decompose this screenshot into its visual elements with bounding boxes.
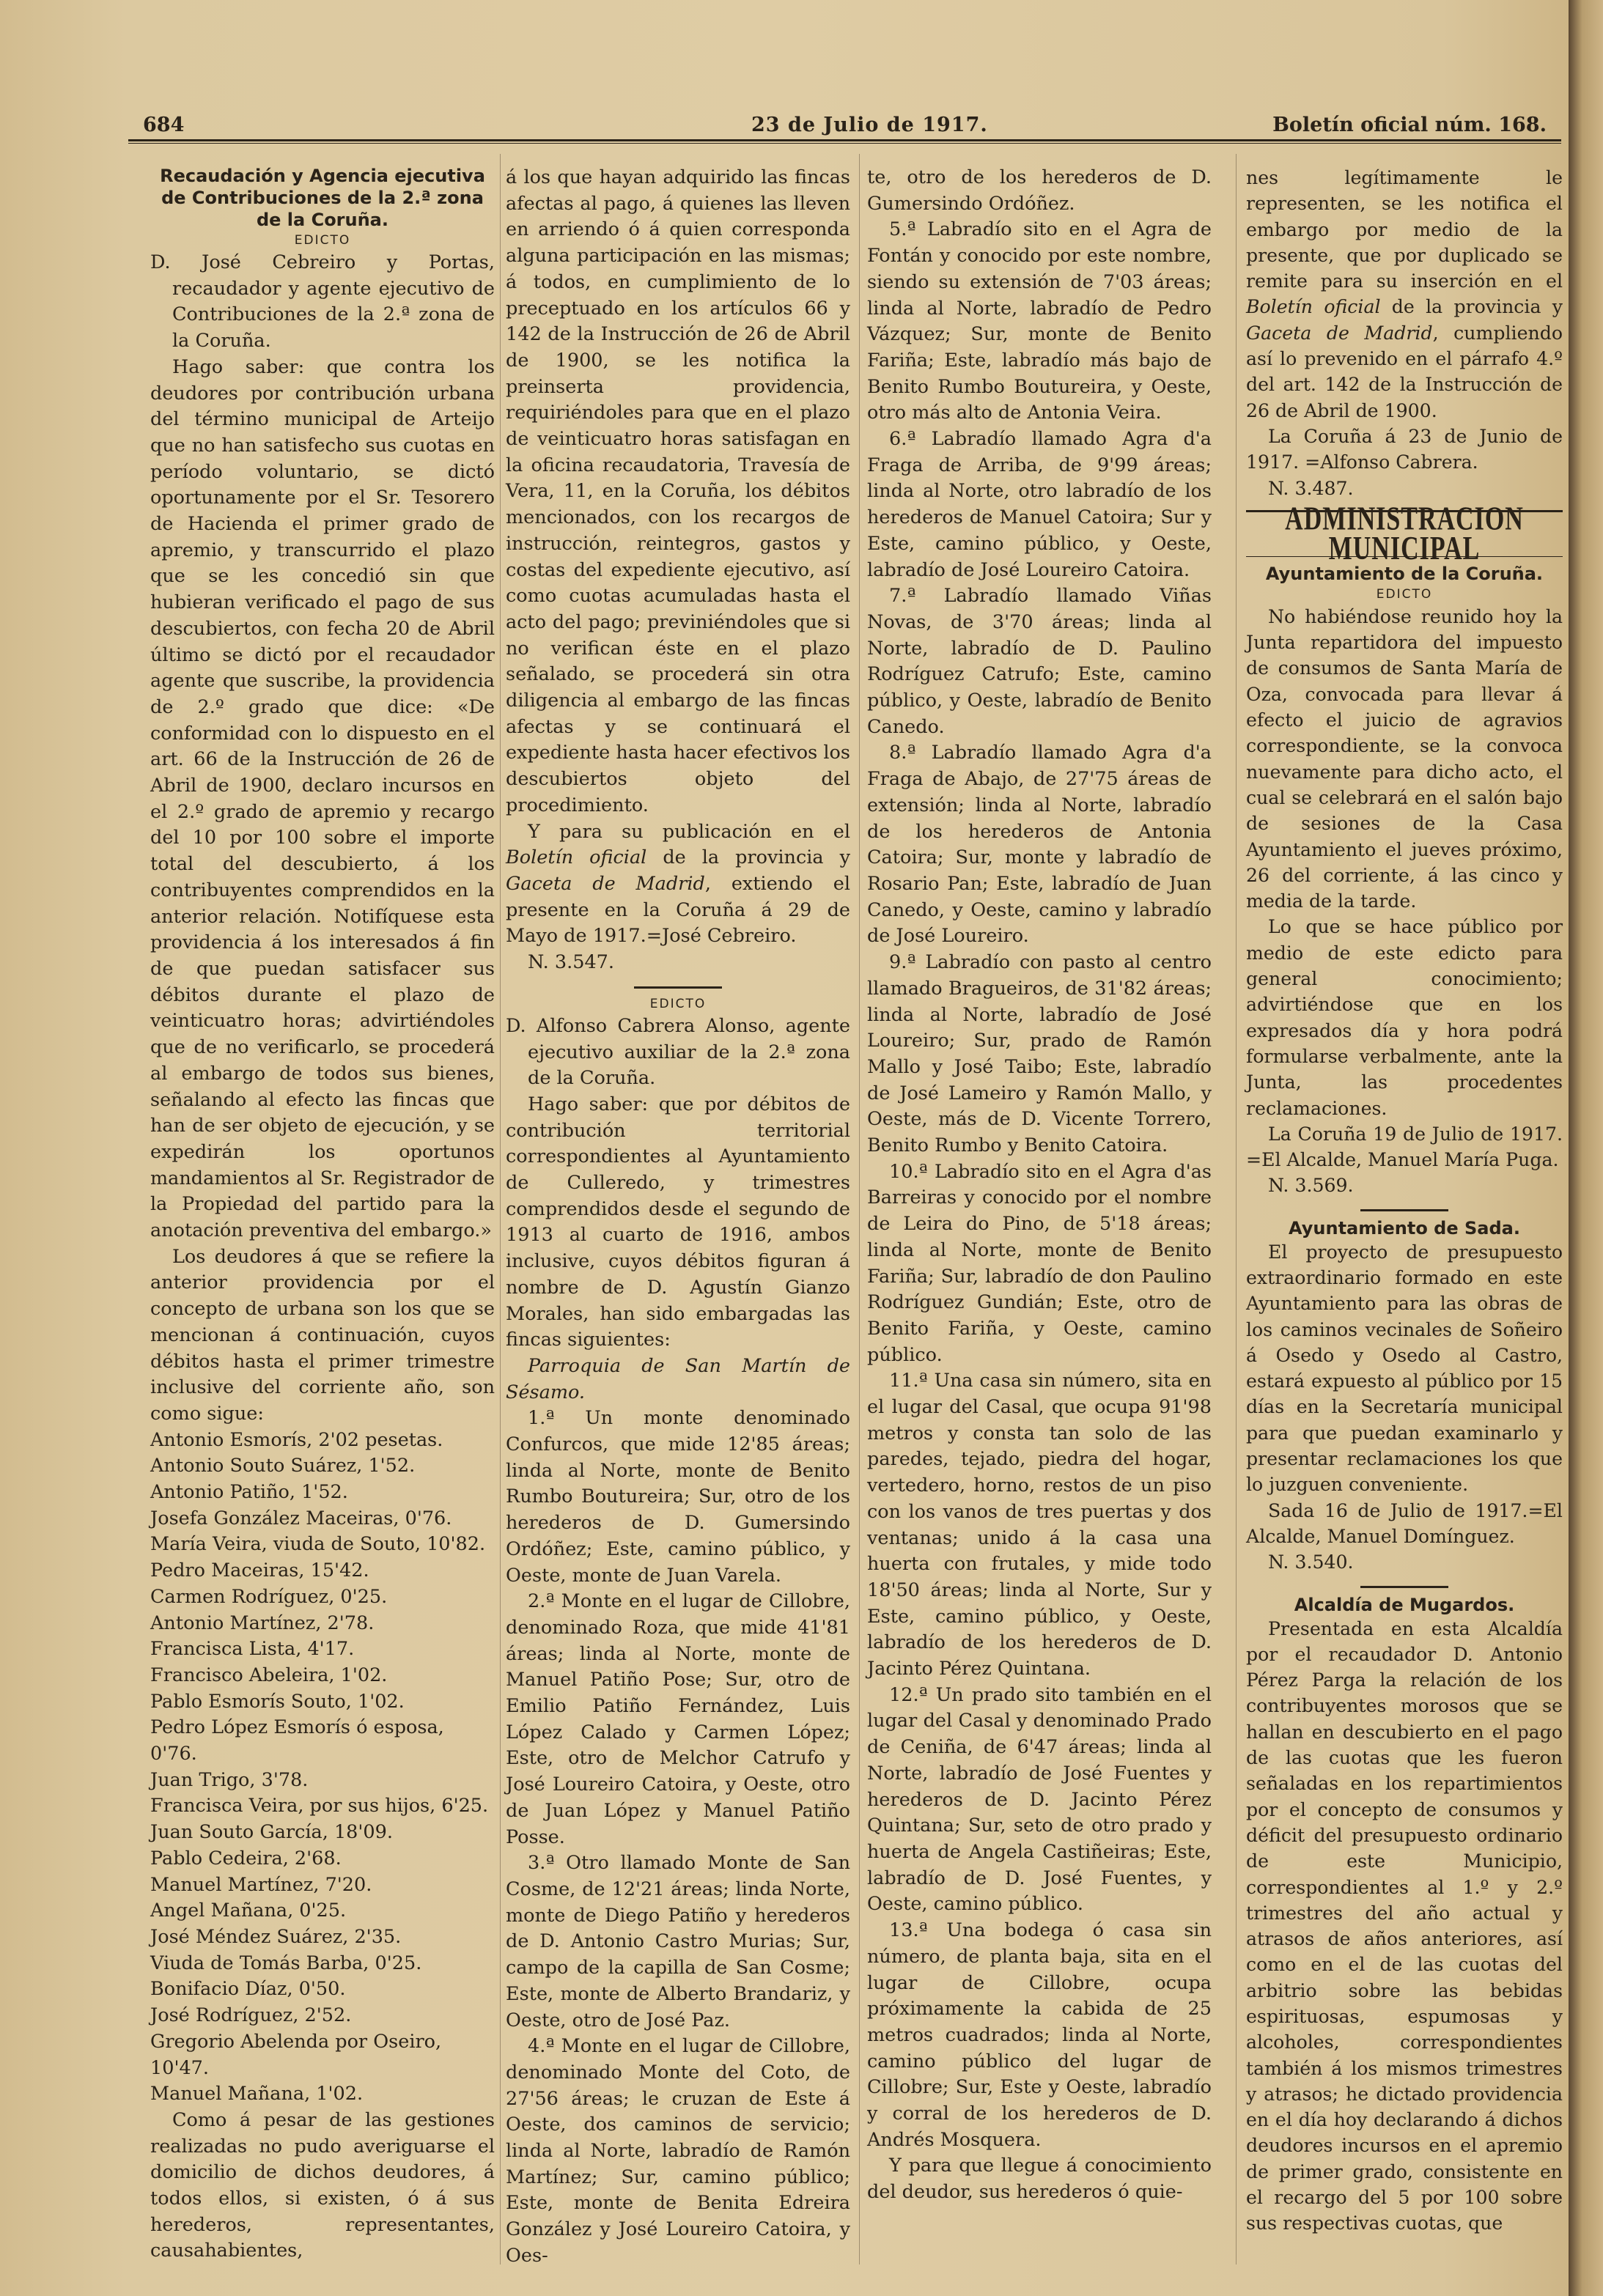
- list-item: Josefa González Maceiras, 0'76.: [150, 1507, 452, 1529]
- list-item: José Méndez Suárez, 2'35.: [150, 1926, 402, 1948]
- column-divider: [1236, 154, 1237, 2264]
- notice-paragraph: El proyecto de presupuesto extraordinario formado en este Ayuntamiento para las obras de los caminos vecinales de Soñeiro á Osedo y Osedo al Castro, estará expuesto al público por 15 días en la Secretaría municipal para que puedan examinarlo y presentar reclamaciones los que lo juzguen conveniente.: [1246, 1241, 1563, 1496]
- property-item: 10.ª Labradío sito en el Agra d'as Barreiras y conocido por el nombre de Leira do Pino, de 5'18 áreas; linda al Norte, monte de Benito Fariña; Sur, labradío de don Paulino Rodríguez Gundián; Este, otro de Benito Fariña, y Oeste, camino público.: [867, 1160, 1212, 1366]
- signature-line: La Coruña á 23 de Junio de 1917. =Alfonso Cabrera.: [1246, 425, 1563, 473]
- list-item: Francisca Lista, 4'17.: [150, 1638, 355, 1661]
- notice-number: N. 3.569.: [1268, 1175, 1354, 1197]
- edicto-label: EDICTO: [1376, 586, 1433, 602]
- list-item: Antonio Patiño, 1'52.: [150, 1481, 348, 1504]
- text-run-italic: Gaceta de Madrid: [506, 872, 705, 895]
- property-item: 1.ª Un monte denominado Confurcos, que mide 12'85 áreas; linda al Norte, monte de Benito Rumbo Boutureira; Sur, otro de los herederos de D. Gumersindo Ordóñez; Este, camino público, y Oeste, monte de Juan Varela.: [506, 1407, 850, 1587]
- notice-paragraph: No habiéndose reunido hoy la Junta repartidora del impuesto de consumos de Santa María de Oza, convocada para llevar á efecto el juicio de agravios correspondiente, se la convoca nuevamente para dicho acto, el cual se celebrará en el salón bajo de sesiones de la Casa Ayuntamiento el jueves próximo, 26 del corriente, á las cinco y media de la tarde.: [1246, 605, 1563, 912]
- text-run: de la provincia y: [646, 846, 850, 869]
- column-divider: [500, 154, 501, 2264]
- list-item: Bonifacio Díaz, 0'50.: [150, 1978, 346, 2001]
- list-item: Manuel Martínez, 7'20.: [150, 1873, 372, 1896]
- header-rule: [128, 139, 1561, 144]
- notice-paragraph: Lo que se hace público por medio de este edicto para general conocimiento; advirtiéndose que en los expresados día y hora podrá formularse verbalmente, ante la Junta, las procedentes reclamaciones.: [1246, 916, 1563, 1119]
- property-item: 6.ª Labradío llamado Agra d'a Fraga de Arriba, de 9'99 áreas; linda al Norte, otro labradío de los herederos de Manuel Catoira; Sur y Este, camino público, y Oeste, labradío de José Loureiro Catoira.: [867, 428, 1212, 581]
- list-item: Antonio Esmorís, 2'02 pesetas.: [150, 1428, 443, 1451]
- list-item: José Rodríguez, 2'52.: [150, 2004, 352, 2027]
- list-item: Gregorio Abelenda por Oseiro, 10'47.: [150, 2030, 442, 2079]
- notice-paragraph: Como á pesar de las gestiones realizadas no pudo averiguarse el domicilio de dichos deudores, á todos ellos, si existen, ó á sus herederos, representantes, causahabientes,: [150, 2108, 495, 2262]
- notice-title: Recaudación y Agencia ejecutiva de Contribuciones de la 2.ª zona de la Coruña.: [160, 166, 485, 230]
- property-item: 8.ª Labradío llamado Agra d'a Fraga de Abajo, de 27'75 áreas de extensión; linda al Norte, labradío de los herederos de Antonia Catoira; Sur, monte y labradío de Rosario Pan; Este, labradío de Juan Canedo, y Oeste, camino y labradío de José Loureiro.: [867, 742, 1212, 948]
- notice-number: N. 3.540.: [1268, 1551, 1354, 1573]
- notice-paragraph: Y para que llegue á conocimiento del deudor, sus herederos ó quie-: [867, 2155, 1212, 2204]
- list-item: Pedro Maceiras, 15'42.: [150, 1559, 369, 1582]
- column-divider: [859, 154, 860, 2264]
- notice-intro: D. José Cebreiro y Portas, recaudador y agente ejecutivo de Contribuciones de la 2.ª zona de la Coruña.: [150, 251, 495, 352]
- property-item: 9.ª Labradío con pasto al centro llamado Bragueiros, de 31'82 áreas; linda al Norte, labradío de José Loureiro; Sur, prado de Ramón Mallo y José Taibo; Este, labradío de José Lameiro y Ramón Mallo, y Oeste, más de D. Vicente Torrero, Benito Rumbo y Benito Catoira.: [867, 951, 1212, 1157]
- text-run: nes legítimamente le representen, se les notifica el embargo por medio de la presente, que por duplicado se remite para su inserción en el: [1246, 167, 1563, 292]
- parish-heading: Parroquia de San Martín de Sésamo.: [506, 1354, 850, 1403]
- publication-paragraph: [1246, 165, 1563, 424]
- separator-rule: [1360, 1586, 1448, 1588]
- property-item: 5.ª Labradío sito en el Agra de Fontán y conocido por este nombre, siendo su extensión de 7'03 áreas; linda al Norte, labradío de Pedro Vázquez; Sur, monte de Benito Fariña; Este, labradío más bajo de Benito Rumbo Boutureira, y Oeste, otro más alto de Antonia Veira.: [867, 218, 1212, 424]
- notice-paragraph: Los deudores á que se refiere la anterior providencia por el concepto de urbana son los que se mencionan á continuación, cuyos débitos hasta el primer trimestre inclusive del corriente año, son como sigue:: [150, 1245, 495, 1425]
- signature-line: Sada 16 de Julio de 1917.=El Alcalde, Manuel Domínguez.: [1246, 1499, 1563, 1547]
- list-item: Francisco Abeleira, 1'02.: [150, 1664, 388, 1686]
- list-item: María Veira, viuda de Souto, 10'82.: [150, 1533, 486, 1556]
- signature-line: La Coruña 19 de Julio de 1917. =El Alcalde, Manuel María Puga.: [1246, 1123, 1563, 1171]
- list-item: Juan Souto García, 18'09.: [150, 1821, 393, 1844]
- publication-paragraph: [506, 819, 850, 950]
- notice-number: N. 3.487.: [1268, 477, 1354, 499]
- municipality-heading: Ayuntamiento de la Coruña.: [1265, 563, 1544, 584]
- text-run-italic: Boletín oficial: [506, 846, 647, 869]
- list-item: Pedro López Esmorís ó esposa, 0'76.: [150, 1716, 444, 1765]
- text-run: , cumpliendo así lo prevenido en el párrafo 4.º del art. 142 de la Instrucción de 26 de Abril de 1900.: [1246, 322, 1563, 421]
- notice-number: N. 3.547.: [528, 951, 614, 974]
- list-item: Carmen Rodríguez, 0'25.: [150, 1585, 388, 1608]
- property-item: 11.ª Una casa sin número, sita en el lugar del Casal, que ocupa 91'98 metros y consta tan solo de las paredes, tejado, piedra del hogar, vertedero, horno, restos de un piso con los vanos de tres puertas y dos ventanas; unido á la casa una huerta con frutales, y mide todo 18'50 áreas; linda al Norte, Sur y Este, camino público, y Oeste, labradío de los herederos de D. Jacinto Pérez Quintana.: [867, 1370, 1212, 1680]
- notice-paragraph: á los que hayan adquirido las fincas afectas al pago, á quienes las lleven en arriendo ó á quien corresponda alguna participación en las mismas; á todos, en cumplimiento de lo preceptuado en los artículos 66 y 142 de la Instrucción de 26 de Abril de 1900, se les notifica la preinserta providencia, requiriéndoles para que en el plazo de veinticuatro horas satisfagan en la oficina recaudatoria, Travesía de Vera, 11, en la Coruña, los débitos mencionados, con los recargos de instrucción, reintegros, gastos y costas del expediente ejecutivo, así como cuotas acumuladas hasta el acto del pago; previniéndoles que si no verifican éste en el plazo señalado, se procederá sin otra diligencia al embargo de las fincas afectas y se continuará el expediente hasta hacer efectivos los descubiertos objeto del procedimiento.: [506, 166, 850, 816]
- municipality-heading: Ayuntamiento de Sada.: [1289, 1217, 1520, 1239]
- debtor-list: [150, 1428, 495, 2108]
- text-run: , extiendo el presente en la Coruña á 29 de Mayo de 1917.=José Cebreiro.: [506, 872, 850, 948]
- notice-paragraph: Presentada en esta Alcaldía por el recaudador D. Antonio Pérez Parga la relación de los contribuyentes morosos que se hallan en descubierto en el pago de las cuotas que les fueron señaladas en los repartimientos por el concepto de consumos y déficit del presupuesto ordinario de este Municipio, correspondientes al 1.º y 2.º trimestres del año actual y atrasos de años anteriores, así como en el de las cuotas del arbitrio sobre las bebidas espirituosas, espumosas y alcoholes, correspondientes también á los mismos trimestres y atrasos; he dictado providencia en el día hoy declarando á dichos deudores incursos en el apremio de primer grado, consistente en el recargo del 5 por 100 sobre sus respectivas cuotas, que: [1246, 1617, 1563, 2234]
- list-item: Manuel Mañana, 1'02.: [150, 2083, 364, 2105]
- property-item: 13.ª Una bodega ó casa sin número, de planta baja, sita en el lugar de Cillobre, ocupa próximamente la cabida de 25 metros cuadrados; linda al Norte, camino público del lugar de Cillobre; Sur, Este y Oeste, labradío y corral de los herederos de D. Andrés Mosquera.: [867, 1919, 1212, 2151]
- list-item: Antonio Souto Suárez, 1'52.: [150, 1455, 416, 1477]
- bulletin-title: Boletín oficial núm. 168.: [1272, 114, 1547, 136]
- text-run-italic: Gaceta de Madrid: [1246, 322, 1433, 344]
- notice-intro: D. Alfonso Cabrera Alonso, agente ejecutivo auxiliar de la 2.ª zona de la Coruña.: [506, 1014, 850, 1090]
- column-4: [1246, 165, 1563, 2237]
- section-heading: ADMINISTRACION MUNICIPAL: [1285, 500, 1524, 567]
- column-3: [867, 165, 1212, 2206]
- property-item: 3.ª Otro llamado Monte de San Cosme, de 12'21 áreas; linda Norte, monte de Diego Patiño y herederos de D. Antonio Castro Murias; Sur, campo de la capilla de San Cosme; Este, monte de Alberto Brandariz, y Oeste, otro de José Paz.: [506, 1852, 850, 2031]
- edicto-label: EDICTO: [649, 996, 707, 1011]
- separator-rule: [634, 986, 722, 989]
- issue-date: 23 de Julio de 1917.: [751, 114, 988, 136]
- property-item: 7.ª Labradío llamado Viñas Novas, de 3'70 áreas; linda al Norte, labradío de D. Paulino Rodríguez Catrufo; Este, camino público, y Oeste, labradío de Benito Canedo.: [867, 585, 1212, 738]
- separator-rule: [1360, 1209, 1448, 1211]
- property-item: 12.ª Un prado sito también en el lugar del Casal y denominado Prado de Ceniña, de 6'47 áreas; linda al Norte, labradío de José Fuentes y herederos de D. Jacinto Pérez Quintana; Sur, seto de otro prado y huerta de Angela Castiñeiras; Este, labradío de D. José Fuentes, y Oeste, camino público.: [867, 1683, 1212, 1916]
- column-2: [506, 165, 850, 2270]
- list-item: Angel Mañana, 0'25.: [150, 1900, 347, 1922]
- list-item: Pablo Esmorís Souto, 1'02.: [150, 1690, 405, 1713]
- municipality-heading: Alcaldía de Mugardos.: [1294, 1594, 1515, 1615]
- edicto-label: EDICTO: [294, 233, 351, 248]
- property-item: 2.ª Monte en el lugar de Cillobre, denominado Roza, que mide 41'81 áreas; linda al Norte, monte de Manuel Patiño Pose; Sur, otro de Emilio Patiño Fernández, Luis López Calado y Carmen López; Este, otro de Melchor Catrufo y José Loureiro Catoira, y Oeste, otro de Juan López y Manuel Patiño Posse.: [506, 1590, 850, 1848]
- property-item: te, otro de los herederos de D. Gumersindo Ordóñez.: [867, 166, 1212, 215]
- property-item: 4.ª Monte en el lugar de Cillobre, denominado Monte del Coto, de 27'56 áreas; le cruzan de Este á Oeste, dos caminos de servicio; linda al Norte, labradío de Ramón Martínez; Sur, camino público; Este, monte de Benita Edreira González y José Loureiro Catoira, y Oes-: [506, 2035, 850, 2267]
- list-item: Pablo Cedeira, 2'68.: [150, 1847, 342, 1869]
- page-number: 684: [143, 114, 185, 136]
- notice-paragraph: Hago saber: que por débitos de contribución territorial correspondientes al Ayuntamiento de Culleredo, y trimestres comprendidos desde el segundo de 1913 al cuarto de 1916, ambos inclusive, cuyos débitos figuran á nombre de D. Agustín Gianzo Morales, han sido embargadas las fincas siguientes:: [506, 1093, 850, 1351]
- text-run: Y para su publicación en el: [528, 820, 850, 843]
- list-item: Juan Trigo, 3'78.: [150, 1768, 309, 1791]
- list-item: Antonio Martínez, 2'78.: [150, 1612, 375, 1634]
- list-item: Francisca Veira, por sus hijos, 6'25.: [150, 1795, 489, 1817]
- text-run-italic: Boletín oficial: [1246, 296, 1381, 318]
- list-item: Viuda de Tomás Barba, 0'25.: [150, 1952, 422, 1974]
- text-run: de la provincia y: [1380, 296, 1563, 318]
- notice-paragraph: Hago saber: que contra los deudores por contribución urbana del término municipal de Arteijo que no han satisfecho sus cuotas en período voluntario, se dictó oportunamente por el Sr. Tesorero de Hacienda el primer grado de apremio, y transcurrido el plazo que se les concedió sin que hubieran verificado el pago de sus descubiertos, con fecha 20 de Abril último se dictó por el recaudador agente que suscribe, la providencia de 2.º grado que dice: «De conformidad con lo dispuesto en el art. 66 de la Instrucción de 26 de Abril de 1900, declaro incursos en el 2.º grado de apremio y recargo del 10 por 100 sobre el importe total del descubierto, á los contribuyentes comprendidos en la anterior relación. Notifíquese esta providencia á los interesados á fin de que puedan satisfacer sus débitos durante el plazo de veinticuatro horas; advirtiéndoles que de no verificarlo, se procederá al embargo de todos sus bienes, señalando al efecto las fincas que han de ser objeto de ejecución, y se expedirán los oportunos mandamientos al Sr. Registrador de la Propiedad del partido para la anotación preventiva del embargo.»: [150, 355, 495, 1242]
- book-spine: [1569, 0, 1603, 2296]
- column-1: [150, 165, 495, 2264]
